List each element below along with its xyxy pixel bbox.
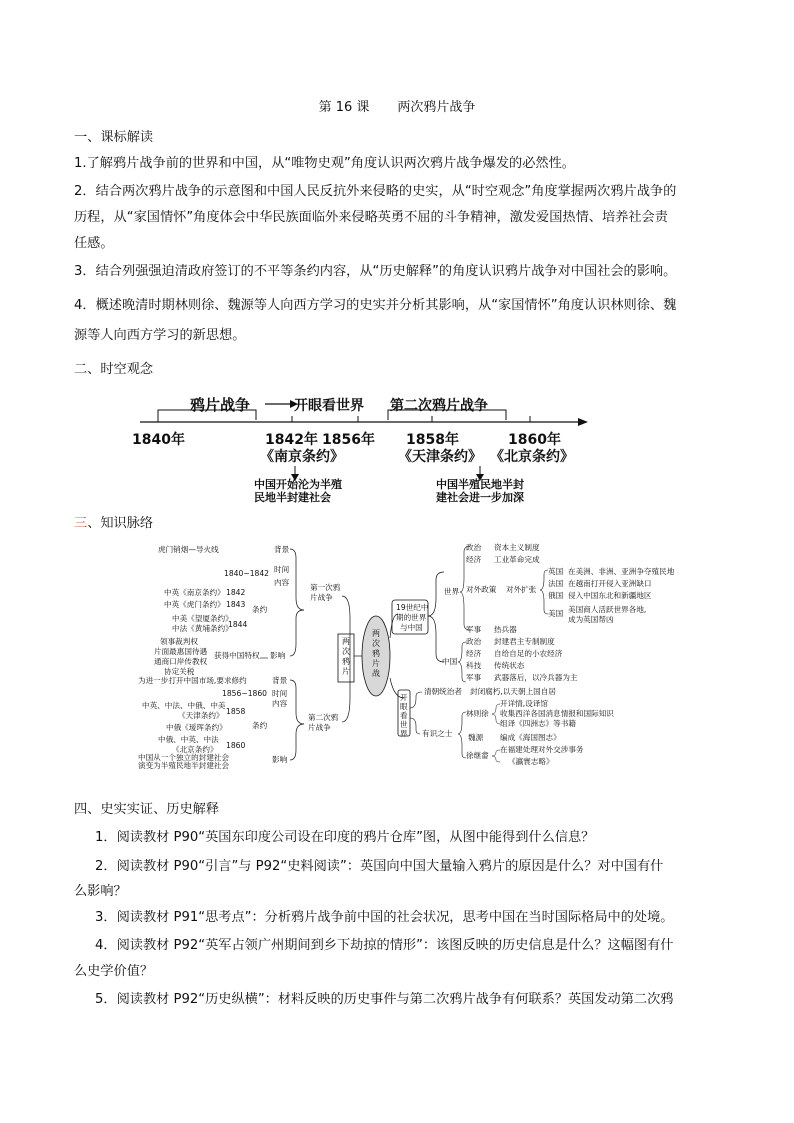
mm-china: 中国 — [442, 657, 458, 666]
section-3-heading — [74, 514, 153, 534]
mm-lin: 林则徐 — [466, 709, 489, 718]
mm-ru-label: 俄国 — [548, 591, 564, 600]
svg-text:片战争: 片战争 — [308, 723, 331, 732]
mm-w1-treaty: 条约 — [252, 605, 268, 614]
mm-wp: 资本主义制度 — [494, 543, 540, 552]
mm-us-label: 美国 — [548, 609, 564, 618]
mm-w2-t1b: 《天津条约》 — [178, 711, 224, 720]
mm-w1-p1: 领事裁判权 — [160, 637, 198, 646]
lesson-number: 第 16 课 — [318, 100, 370, 115]
svg-text:战: 战 — [372, 669, 380, 678]
mm-w1-t2: 中英《虎门条约》 — [164, 600, 225, 609]
section-4-heading: 四、史实实证、历史解释 — [74, 802, 220, 817]
tl-note2b: 建社会进一步加深 — [436, 491, 524, 504]
mm-uk: 在美洲、非洲、亚洲争夺殖民地 — [568, 567, 675, 576]
mm-wei1: 编成《海国图志》 — [500, 733, 561, 742]
mm-wf-sub: 对外扩张 — [506, 585, 537, 594]
svg-text:两: 两 — [342, 637, 350, 646]
svg-text:第二次鸦: 第二次鸦 — [308, 713, 339, 722]
mm-ruler: 清朝统治者 — [424, 687, 462, 696]
svg-text:眼: 眼 — [400, 702, 408, 711]
mm-w2-effect: 影响 — [272, 755, 288, 764]
sec1-line-7: 源等人向西方学习的新思想。 — [74, 328, 246, 343]
mm-w1-gain: 获得中国特权 — [214, 651, 260, 660]
mm-xu: 徐继畲 — [466, 751, 489, 760]
mm-we: 工业革命完成 — [494, 555, 540, 564]
mm-wp-label: 政治 — [466, 543, 482, 552]
svg-text:片: 片 — [342, 667, 350, 676]
tl-1858: 1858年 — [406, 432, 459, 448]
svg-text:鸦: 鸦 — [342, 657, 350, 666]
svg-text:片: 片 — [372, 659, 380, 668]
mm-cp-label: 政治 — [466, 637, 482, 646]
mm-w2-bg-item: 为进一步打开中国市场,要求修约 — [138, 676, 247, 685]
mm-w1-p4: 协定关税 — [164, 667, 195, 676]
mm-cp: 封建君主专制制度 — [494, 637, 555, 646]
sec4-line-3: 么影响？ — [74, 884, 127, 899]
tl-tianjin: 《天津条约》 — [398, 449, 482, 465]
sec1-line-1: 1.了解鸦片战争前的世界和中国，从“唯物史观”角度认识两次鸦片战争爆发的必然性。 — [74, 156, 575, 171]
mm-wm: 热兵器 — [494, 625, 517, 634]
mm-w1-bg-item: 虎门销烟—导火线 — [158, 545, 219, 554]
mm-w2-time-item: 1856~1860 — [222, 689, 268, 698]
mm-war1-node — [310, 582, 341, 602]
tl-1856: 1856年 — [322, 432, 375, 448]
mm-war2-node — [308, 712, 339, 732]
tl-war1: 鸦片战争 — [190, 396, 251, 414]
tl-1860: 1860年 — [508, 432, 561, 448]
mm-world: 世界 — [444, 587, 460, 596]
tl-war2: 第二次鸦片战争 — [390, 398, 488, 414]
svg-text:两: 两 — [372, 629, 380, 638]
sec1-line-4: 任感。 — [74, 236, 114, 251]
tl-look: 开眼看世界 — [294, 398, 364, 414]
mm-wise: 有识之士 — [422, 729, 453, 738]
sec4-line-2: 2．阅读教材 P90“引言”与 P92“史料阅读”：英国向中国大量输入鸦片的原因是什么？对中国有什 — [95, 859, 664, 874]
mm-wm-label: 军事 — [466, 625, 482, 634]
mm-w2-content: 内容 — [272, 699, 288, 708]
mm-w1-t2y: 1843 — [226, 600, 246, 609]
mm-w1-effect: 影响 — [270, 651, 286, 660]
tl-1840: 1840年 — [132, 432, 185, 448]
mm-ru: 侵入中国东北和新疆地区 — [568, 591, 652, 600]
sec1-line-5: 3．结合列强强迫清政府签订的不平等条约内容，从“历史解释”的角度认识鸦片战争对中国社会的影响。 — [74, 264, 677, 279]
mm-w1-p2: 片面最惠国待遇 — [154, 647, 208, 656]
mm-w2-time: 时间 — [272, 689, 288, 698]
tl-1842: 1842年 — [265, 432, 318, 448]
mm-w1-t4: 中法《黄埔条约》 — [172, 624, 233, 633]
mm-w1-t1: 中英《南京条约》 — [164, 588, 225, 597]
mm-w1-p3: 通商口岸传教权 — [154, 657, 208, 666]
mm-we-label: 经济 — [466, 555, 482, 564]
mm-w2-treaty: 条约 — [252, 721, 268, 730]
section-1-heading: 一、课标解读 — [74, 130, 154, 145]
timeline-diagram — [120, 388, 600, 508]
section-3-num: 三 — [74, 516, 88, 531]
svg-text:19世纪中: 19世纪中 — [396, 603, 429, 612]
sec1-line-6: 4．概述晚清时期林则徐、魏源等人向西方学习的史实并分析其影响，从“家国情怀”角度认识林则徐、魏 — [74, 298, 677, 313]
mm-lin3: 组译《四洲志》等书籍 — [500, 719, 576, 728]
mm-w2-t3a: 中俄、中英、中法 — [158, 735, 219, 744]
svg-text:世: 世 — [400, 720, 408, 729]
mm-ce: 自给自足的小农经济 — [494, 649, 563, 658]
mm-w2-e1: 中国从一个独立的封建社会 — [138, 753, 230, 762]
mm-w2-bg: 背景 — [272, 676, 288, 685]
sec4-line-4: 3．阅读教材 P91“思考点”：分析鸦片战争前中国的社会状况，思考中国在当时国际格局中的处境。 — [95, 910, 674, 925]
knowledge-mindmap — [124, 538, 724, 770]
sec4-line-7: 5．阅读教材 P92“历史纵横”：材料反映的历史事件与第二次鸦片战争有何联系？英国发动第二次鸦 — [95, 992, 674, 1007]
sec4-line-1: 1．阅读教材 P90“英国东印度公司设在印度的鸦片仓库”图，从图中能得到什么信息？ — [95, 830, 595, 845]
mm-ct-label: 科技 — [466, 661, 482, 670]
mm-fr: 在越南打开侵入亚洲缺口 — [568, 579, 652, 588]
section-2-heading: 二、时空观念 — [74, 362, 154, 377]
mm-ce-label: 经济 — [466, 649, 482, 658]
tl-note2a: 中国半殖民地半封 — [436, 478, 524, 491]
mm-lin1: 开详情,设译馆 — [500, 699, 548, 708]
mm-xu2: 《瀛寰志略》 — [508, 757, 554, 766]
tl-note1a: 中国开始沦为半殖 — [254, 478, 342, 491]
sec1-line-2: 2．结合两次鸦片战争的示意图和中国人民反抗外来侵略的史实，从“时空观念”角度掌握两次鸦片战争的 — [74, 184, 677, 199]
tl-beijing: 《北京条约》 — [490, 449, 574, 465]
sec1-line-3: 历程，从“家国情怀”角度体会中华民族面临外来侵略英勇不屈的斗争精神，激发爱国热情、培养社会责 — [74, 210, 668, 225]
svg-text:开: 开 — [400, 693, 408, 702]
svg-text:看: 看 — [400, 711, 408, 720]
mm-w2-e2: 演变为半殖民地半封建社会 — [138, 761, 230, 770]
mm-cm-label: 军事 — [466, 673, 482, 682]
mm-lin2: 收集西洋各国消息情报和国际知识 — [500, 709, 614, 718]
svg-text:界: 界 — [400, 729, 408, 738]
svg-text:期的世界: 期的世界 — [396, 613, 427, 622]
mm-ct: 传统状态 — [494, 661, 525, 670]
mm-ruler-desc: 封闭腐朽,以天朝上国自居 — [470, 687, 556, 696]
mm-w1-t34y: 1844 — [228, 620, 248, 629]
mm-xu1: 在福建处理对外交涉事务 — [500, 745, 584, 754]
tl-note1b: 民地半封建社会 — [254, 491, 331, 504]
lesson-name: 两次鸦片战争 — [397, 100, 476, 115]
mm-w1-t1y: 1842 — [226, 588, 246, 597]
svg-text:第一次鸦: 第一次鸦 — [310, 583, 341, 592]
mm-w1-time: 时间 — [274, 565, 290, 574]
mm-w2-t1y: 1858 — [226, 707, 246, 716]
mm-wei: 魏源 — [468, 733, 484, 742]
mm-w1-t3: 中美《望厦条约》 — [172, 614, 233, 623]
svg-text:片战争: 片战争 — [310, 593, 333, 602]
mm-us1: 美国商人活跃世界各地, — [568, 605, 647, 614]
svg-text:次: 次 — [342, 647, 350, 656]
mm-fr-label: 法国 — [548, 579, 564, 588]
svg-text:次: 次 — [372, 639, 380, 648]
sec4-line-5: 4．阅读教材 P92“英军占领广州期间到乡下劫掠的情形”：该图反映的历史信息是什么？这幅图有什 — [95, 938, 674, 953]
mm-w2-t1a: 中英、中法、中俄、中美 — [142, 701, 226, 710]
svg-text:与中国: 与中国 — [400, 623, 423, 632]
mm-w1-content: 内容 — [274, 578, 290, 587]
tl-nanjing: 《南京条约》 — [260, 449, 344, 465]
mm-w2-t3y: 1860 — [226, 741, 246, 750]
svg-text:鸦: 鸦 — [372, 649, 380, 658]
mm-w1-time-item: 1840~1842 — [224, 569, 270, 578]
mm-w1-bg: 背景 — [274, 545, 290, 554]
mm-w2-t3b: 《北京条约》 — [172, 745, 218, 754]
mm-w2-t2: 中俄《瑷珲条约》 — [166, 723, 227, 732]
mm-cm: 武器落后，以冷兵器为主 — [494, 673, 578, 682]
page-title — [0, 96, 794, 115]
mm-us2: 成为英国帮凶 — [568, 615, 614, 624]
mm-wf-label: 对外政策 — [466, 585, 497, 594]
sec4-line-6: 么史学价值？ — [74, 964, 154, 979]
mm-uk-label: 英国 — [548, 567, 564, 576]
section-3-title: 、知识脉络 — [87, 516, 154, 531]
